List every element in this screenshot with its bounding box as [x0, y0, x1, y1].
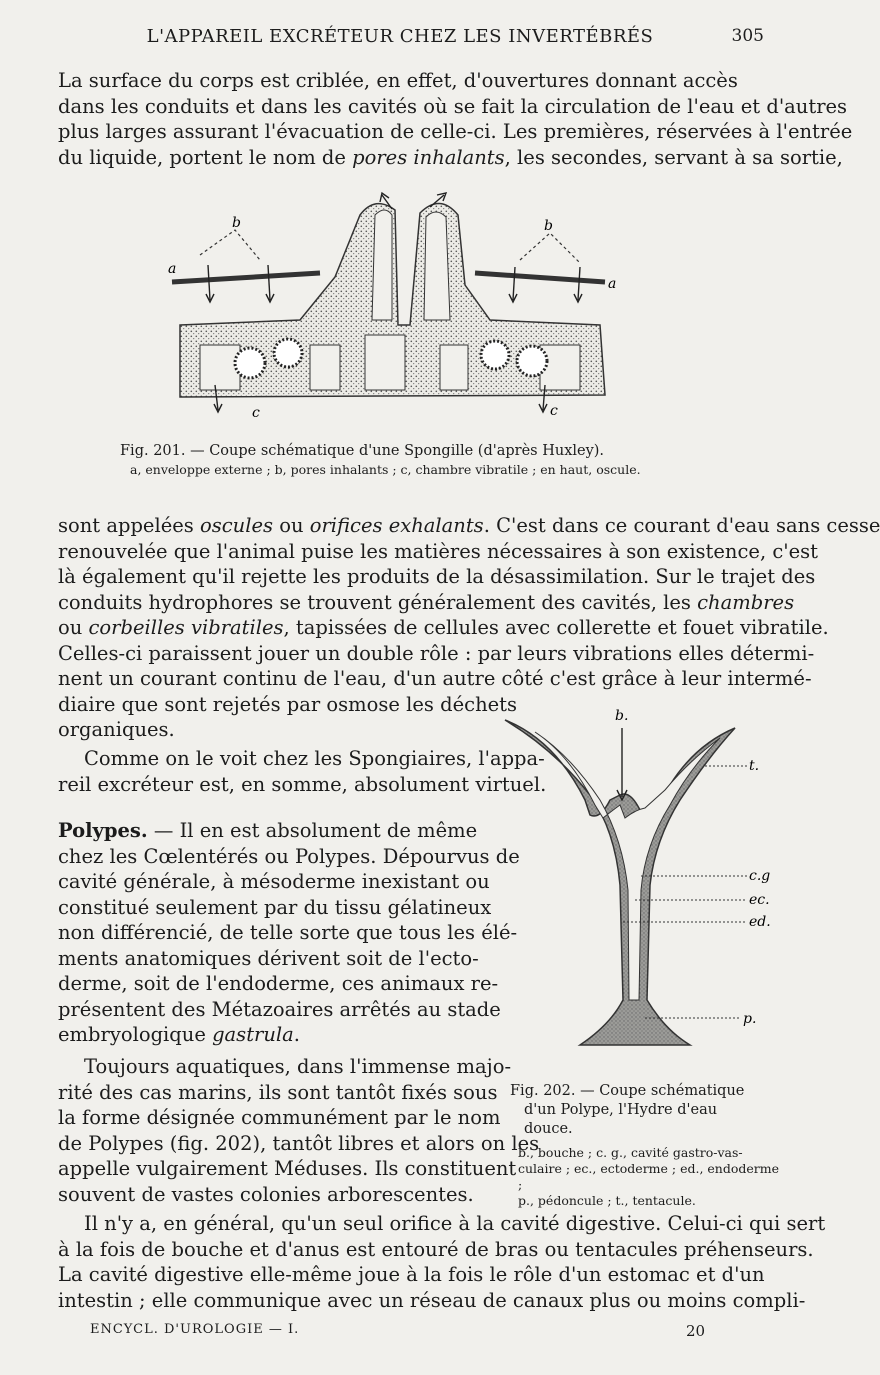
fig202-label-p: p.	[743, 1011, 757, 1027]
text-line: Il n'y a, en général, qu'un seul orifice à la cavité digestive. Celui-ci qui sert	[84, 1212, 826, 1235]
text-line: nent un courant continu de l'eau, d'un autre côté c'est grâce à leur intermé-	[58, 667, 812, 690]
text-line: renouvelée que l'animal puise les matières nécessaires à son existence, c'est	[58, 539, 819, 563]
paragraph-spongiaires	[58, 746, 547, 797]
text-line: la forme désignée communément par le nom	[58, 1106, 501, 1129]
fig201-label-b-left: b	[232, 215, 241, 231]
fig202-label-ed: ed.	[749, 914, 771, 930]
text-line: Polypes. — Il en est absolument de même	[58, 819, 478, 842]
section-heading-polypes: Polypes.	[58, 819, 148, 842]
text-line: derme, soit de l'endoderme, ces animaux re-	[58, 972, 499, 995]
text-line: présentent des Métazoaires arrêtés au stade	[58, 997, 501, 1021]
fig201-label-a-right: a	[608, 276, 617, 292]
footer-series-title: ENCYCL. D'UROLOGIE — I.	[90, 1322, 300, 1337]
text-line: du liquide, portent le nom de pores inhalants, les secondes, servant à sa sortie,	[58, 145, 843, 169]
text-line: embryologique gastrula.	[58, 1023, 300, 1046]
paragraph-pores	[58, 68, 853, 170]
fig201-label-b-right: b	[544, 218, 553, 234]
text-line: rité des cas marins, ils sont tantôt fixés sous	[58, 1080, 498, 1104]
fig201-label-c-left: c	[252, 405, 260, 421]
figure-202-legend: b., bouche ; c. g., cavité gastro-vas- culaire ; ec., ectoderme ; ed., endoderme ; p., pédoncule ; t., tentacule.	[518, 1145, 779, 1208]
footer-signature: 20	[686, 1322, 706, 1340]
running-title: L'APPAREIL EXCRÉTEUR CHEZ LES INVERTÉBRÉS	[146, 26, 654, 47]
text-line: diaire que sont rejetés par osmose les déchets	[58, 692, 518, 716]
text-line: organiques.	[58, 718, 175, 741]
text-line: dans les conduits et dans les cavités où se fait la circulation de l'eau et d'autres	[58, 94, 848, 118]
text-line: constitué seulement par du tissu gélatineux	[58, 895, 492, 919]
text-line: La cavité digestive elle-même joue à la fois le rôle d'un estomac et d'un	[58, 1263, 765, 1286]
figure-201-spongille	[160, 185, 630, 420]
text-line: appelle vulgairement Méduses. Ils constituent	[58, 1157, 517, 1180]
fig202-label-cg: c.g	[749, 868, 771, 884]
figure-201-legend: a, enveloppe externe ; b, pores inhalants ; c, chambre vibratile ; en haut, oscule.	[130, 462, 641, 477]
text-line: cavité générale, à mésoderme inexistant ou	[58, 870, 490, 893]
text-line: souvent de vastes colonies arborescentes.	[58, 1182, 474, 1206]
text-line: chez les Cœlentérés ou Polypes. Dépourvus de	[58, 844, 520, 868]
text-line: reil excréteur est, en somme, absolument virtuel.	[58, 772, 547, 796]
fig202-label-b: b.	[615, 708, 629, 724]
text-line: Celles-ci paraissent jouer un double rôle : par leurs vibrations elles détermi-	[58, 641, 815, 665]
paragraph-aquatiques	[58, 1054, 540, 1207]
fig201-label-a-left: a	[168, 261, 177, 277]
fig202-label-t: t.	[749, 758, 760, 774]
term-pores-inhalants: pores inhalants	[352, 145, 505, 169]
text-line: de Polypes (fig. 202), tantôt libres et alors on les	[58, 1131, 540, 1155]
paragraph-cavite-digestive	[58, 1211, 826, 1313]
text-line: sont appelées oscules ou orifices exhalants. C'est dans ce courant d'eau sans cesse	[58, 514, 880, 537]
figure-202-caption: Fig. 202. — Coupe schématique d'un Polype, l'Hydre d'eau douce.	[510, 1083, 745, 1137]
paragraph-polypes	[58, 818, 520, 1048]
figure-201-caption: Fig. 201. — Coupe schématique d'une Spongille (d'après Huxley).	[120, 443, 605, 459]
fig202-label-ec: ec.	[749, 892, 770, 908]
text-line: Toujours aquatiques, dans l'immense majo-	[84, 1055, 512, 1078]
text-line: à la fois de bouche et d'anus est entouré de bras ou tentacules préhenseurs.	[58, 1237, 814, 1261]
text-line: intestin ; elle communique avec un réseau de canaux plus ou moins compli-	[58, 1288, 806, 1312]
text-line: ments anatomiques dérivent soit de l'ecto-	[58, 946, 479, 970]
text-line: non différencié, de telle sorte que tous les élé-	[58, 921, 518, 944]
figure-202-hydre	[495, 700, 785, 1070]
fig201-label-c-right: c	[550, 403, 558, 419]
text-line: plus larges assurant l'évacuation de celle-ci. Les premières, réservées à l'entrée	[58, 120, 853, 143]
page-number: 305	[731, 26, 764, 46]
text-line: La surface du corps est criblée, en effet, d'ouvertures donnant accès	[58, 69, 738, 92]
text-line: ou corbeilles vibratiles, tapissées de cellules avec collerette et fouet vibratile.	[58, 616, 829, 639]
text-line: là également qu'il rejette les produits de la désassimilation. Sur le trajet des	[58, 565, 816, 588]
text-line: conduits hydrophores se trouvent généralement des cavités, les chambres	[58, 590, 795, 614]
text-line: Comme on le voit chez les Spongiaires, l'appa-	[84, 747, 545, 770]
